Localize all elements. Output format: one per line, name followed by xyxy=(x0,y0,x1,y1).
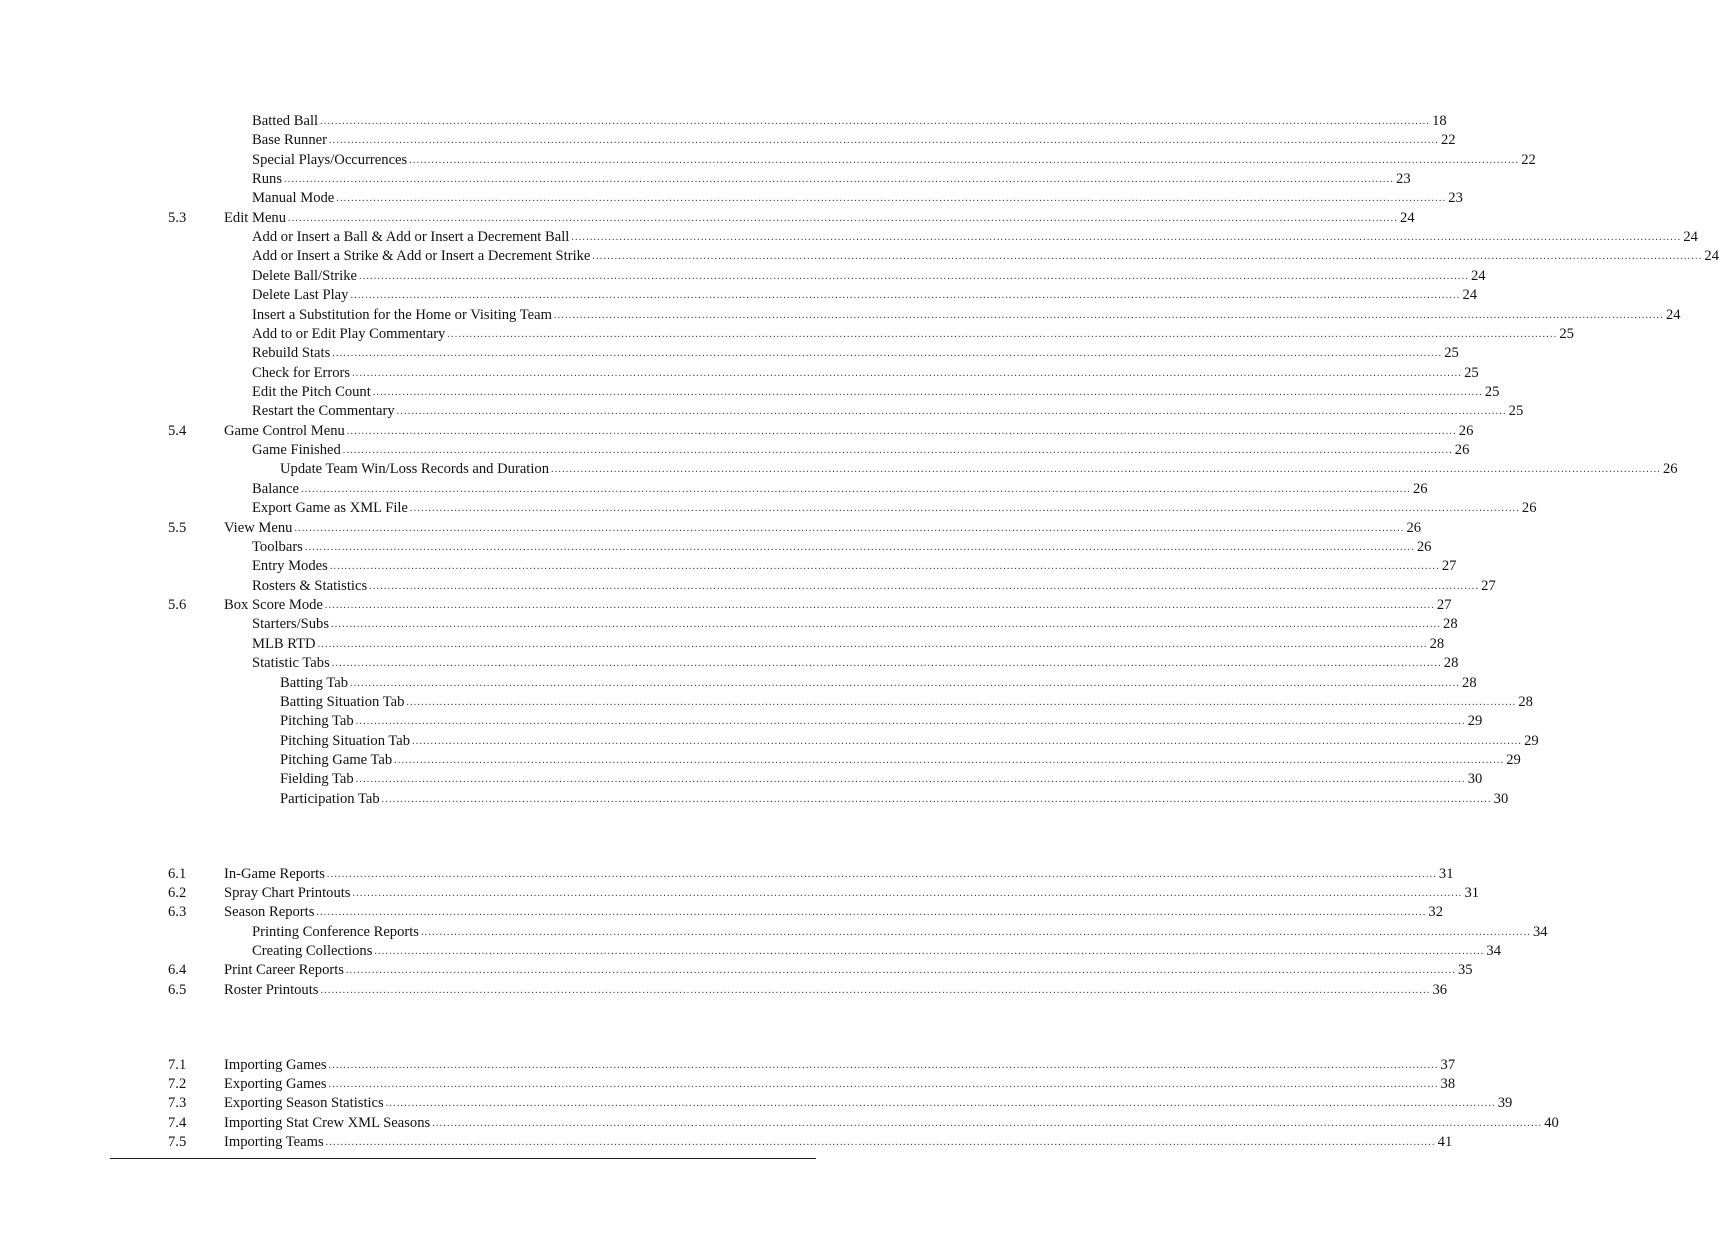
toc-entry[interactable] xyxy=(280,674,1477,693)
dot-leader: ............................................................................................................................................................................................................................................................................................................ xyxy=(328,1079,1439,1090)
toc-entry[interactable] xyxy=(252,577,1496,596)
dot-leader: ............................................................................................................................................................................................................................................................................................................ xyxy=(394,755,1505,766)
page-number: 23 xyxy=(1448,190,1463,206)
dot-leader: ............................................................................................................................................................................................................................................................................................................ xyxy=(352,888,1463,899)
entry-title: Print Career Reports xyxy=(224,962,344,978)
entry-title: Toolbars xyxy=(252,539,303,555)
toc-entry[interactable] xyxy=(252,306,1681,325)
toc-entry[interactable] xyxy=(224,865,1454,884)
entry-title: Entry Modes xyxy=(252,558,328,574)
dot-leader: ............................................................................................................................................................................................................................................................................................................ xyxy=(350,678,1461,689)
dot-leader: ............................................................................................................................................................................................................................................................................................................ xyxy=(592,251,1703,262)
toc-entry[interactable] xyxy=(280,712,1483,731)
page-number: 27 xyxy=(1436,597,1452,613)
entry-title: Rebuild Stats xyxy=(252,345,331,361)
entry-title: Game Control Menu xyxy=(224,423,345,439)
dot-leader: ............................................................................................................................................................................................................................................................................................................ xyxy=(329,561,1440,572)
page-number: 40 xyxy=(1544,1115,1559,1131)
entry-title: Runs xyxy=(252,171,283,187)
entry-title: Batting Situation Tab xyxy=(280,694,405,710)
toc-entry[interactable] xyxy=(252,170,1411,189)
page-number: 26 xyxy=(1454,442,1470,458)
page-number: 25 xyxy=(1484,384,1500,400)
entry-title: Starters/Subs xyxy=(252,616,330,632)
toc-entry[interactable] xyxy=(252,441,1470,460)
dot-leader: ............................................................................................................................................................................................................................................................................................................ xyxy=(316,907,1427,918)
dot-leader: ............................................................................................................................................................................................................................................................................................................ xyxy=(325,1137,1436,1148)
page-number: 26 xyxy=(1521,500,1537,516)
entry-title: Base Runner xyxy=(252,132,327,148)
toc-entry[interactable] xyxy=(252,538,1432,557)
page-number: 31 xyxy=(1438,866,1454,882)
toc-entry[interactable] xyxy=(280,790,1509,809)
entry-title: Fielding Tab xyxy=(280,771,354,787)
toc-entry[interactable] xyxy=(252,247,1719,266)
section-number: 6.3 xyxy=(168,904,187,920)
page-number: 41 xyxy=(1437,1134,1453,1150)
toc-entry[interactable] xyxy=(252,383,1500,402)
dot-leader: ............................................................................................................................................................................................................................................................................................................ xyxy=(432,1118,1543,1129)
toc-entry[interactable] xyxy=(224,209,1415,228)
entry-title: Creating Collections xyxy=(252,943,373,959)
toc-entry[interactable] xyxy=(280,693,1533,712)
page-number: 26 xyxy=(1406,520,1422,536)
page-number: 38 xyxy=(1440,1076,1456,1092)
entry-title: Add or Insert a Ball & Add or Insert a Decrement Ball xyxy=(252,229,570,245)
entry-title: Insert a Substitution for the Home or Visiting Team xyxy=(252,307,552,323)
entry-title: Export Game as XML File xyxy=(252,500,408,516)
toc-entry[interactable] xyxy=(224,903,1443,922)
page-number: 39 xyxy=(1497,1095,1513,1111)
section-number: 7.5 xyxy=(168,1134,187,1150)
entry-title: Rosters & Statistics xyxy=(252,578,368,594)
entry-title: Manual Mode xyxy=(252,190,335,206)
dot-leader: ............................................................................................................................................................................................................................................................................................................ xyxy=(409,155,1520,166)
dot-leader: ............................................................................................................................................................................................................................................................................................................ xyxy=(328,1060,1439,1071)
entry-title: Restart the Commentary xyxy=(252,403,395,419)
page-number: 23 xyxy=(1396,171,1411,187)
dot-leader: ............................................................................................................................................................................................................................................................................................................ xyxy=(342,445,1453,456)
page-number: 25 xyxy=(1444,345,1459,361)
page-number: 24 xyxy=(1470,268,1486,284)
page-number: 30 xyxy=(1467,771,1483,787)
page-number: 25 xyxy=(1464,365,1479,381)
dot-leader: ............................................................................................................................................................................................................................................................................................................ xyxy=(332,348,1443,359)
page-number: 26 xyxy=(1413,481,1428,497)
toc-entry[interactable] xyxy=(224,422,1474,441)
page-number: 37 xyxy=(1440,1057,1456,1073)
toc-entry[interactable] xyxy=(252,557,1457,576)
page-number: 30 xyxy=(1493,791,1509,807)
entry-title: Roster Printouts xyxy=(224,982,319,998)
dot-leader: ............................................................................................................................................................................................................................................................................................................ xyxy=(369,581,1480,592)
toc-entry[interactable] xyxy=(252,151,1536,170)
dot-leader: ............................................................................................................................................................................................................................................................................................................ xyxy=(294,523,1405,534)
toc-entry[interactable] xyxy=(224,596,1452,615)
section-number: 7.3 xyxy=(168,1095,187,1111)
section-number: 6.2 xyxy=(168,885,187,901)
page-number: 26 xyxy=(1416,539,1432,555)
entry-title: Exporting Games xyxy=(224,1076,327,1092)
dot-leader: ............................................................................................................................................................................................................................................................................................................ xyxy=(331,658,1442,669)
dot-leader: ............................................................................................................................................................................................................................................................................................................ xyxy=(355,716,1466,727)
section-number: 5.3 xyxy=(168,210,187,226)
entry-title: Participation Tab xyxy=(280,791,380,807)
entry-title: Importing Teams xyxy=(224,1134,324,1150)
dot-leader: ............................................................................................................................................................................................................................................................................................................ xyxy=(374,946,1485,957)
dot-leader: ............................................................................................................................................................................................................................................................................................................ xyxy=(301,484,1411,495)
entry-title: Game Finished xyxy=(252,442,341,458)
footer-rule xyxy=(110,1158,816,1159)
dot-leader: ............................................................................................................................................................................................................................................................................................................ xyxy=(288,213,1399,224)
dot-leader: ............................................................................................................................................................................................................................................................................................................ xyxy=(358,271,1469,282)
page-number: 24 xyxy=(1683,229,1698,245)
dot-leader: ............................................................................................................................................................................................................................................................................................................ xyxy=(320,985,1431,996)
entry-title: Balance xyxy=(252,481,299,497)
toc-entry[interactable] xyxy=(252,344,1459,363)
entry-title: Importing Games xyxy=(224,1057,327,1073)
dot-leader: ............................................................................................................................................................................................................................................................................................................ xyxy=(328,135,1439,146)
entry-title: View Menu xyxy=(224,520,293,536)
dot-leader: ............................................................................................................................................................................................................................................................................................................ xyxy=(372,387,1483,398)
entry-title: Pitching Game Tab xyxy=(280,752,393,768)
section-number: 7.2 xyxy=(168,1076,187,1092)
page-number: 31 xyxy=(1464,885,1480,901)
dot-leader: ............................................................................................................................................................................................................................................................................................................ xyxy=(326,869,1437,880)
entry-title: Spray Chart Printouts xyxy=(224,885,351,901)
toc-entry[interactable] xyxy=(252,499,1537,518)
section-number: 5.6 xyxy=(168,597,187,613)
toc-entry[interactable] xyxy=(252,189,1463,208)
page-number: 22 xyxy=(1521,152,1536,168)
toc-entry[interactable] xyxy=(280,460,1678,479)
page-number: 35 xyxy=(1457,962,1473,978)
page-number: 28 xyxy=(1443,616,1458,632)
dot-leader: ............................................................................................................................................................................................................................................................................................................ xyxy=(331,619,1442,630)
page-number: 29 xyxy=(1467,713,1483,729)
toc-entry[interactable] xyxy=(252,325,1574,344)
toc-entry[interactable] xyxy=(280,732,1539,751)
toc-entry[interactable] xyxy=(224,519,1422,538)
dot-leader: ............................................................................................................................................................................................................................................................................................................ xyxy=(406,697,1517,708)
dot-leader: ............................................................................................................................................................................................................................................................................................................ xyxy=(324,600,1435,611)
toc-entry[interactable] xyxy=(252,942,1501,961)
page-number: 27 xyxy=(1441,558,1457,574)
toc-entry[interactable] xyxy=(280,770,1483,789)
dot-leader: ............................................................................................................................................................................................................................................................................................................ xyxy=(284,174,1395,185)
page-number: 36 xyxy=(1432,982,1448,998)
entry-title: Batted Ball xyxy=(252,113,319,129)
entry-title: Edit the Pitch Count xyxy=(252,384,371,400)
toc-entry[interactable] xyxy=(224,1114,1559,1133)
page-number: 28 xyxy=(1443,655,1459,671)
entry-title: Batting Tab xyxy=(280,675,349,691)
toc-entry[interactable] xyxy=(224,1094,1513,1113)
dot-leader: ............................................................................................................................................................................................................................................................................................................ xyxy=(336,193,1447,204)
dot-leader: ............................................................................................................................................................................................................................................................................................................ xyxy=(345,965,1456,976)
entry-title: MLB RTD xyxy=(252,636,316,652)
dot-leader: ............................................................................................................................................................................................................................................................................................................ xyxy=(317,639,1428,650)
dot-leader: ............................................................................................................................................................................................................................................................................................................ xyxy=(346,426,1457,437)
page-number: 24 xyxy=(1704,248,1719,264)
toc-entry[interactable] xyxy=(252,402,1524,421)
page-number: 34 xyxy=(1486,943,1501,959)
dot-leader: ............................................................................................................................................................................................................................................................................................................ xyxy=(350,290,1461,301)
page-number: 28 xyxy=(1429,636,1445,652)
entry-title: Delete Last Play xyxy=(252,287,349,303)
dot-leader: ............................................................................................................................................................................................................................................................................................................ xyxy=(409,503,1520,514)
page-number: 25 xyxy=(1508,403,1524,419)
entry-title: Update Team Win/Loss Records and Duration xyxy=(280,461,549,477)
toc-entry[interactable] xyxy=(252,286,1478,305)
page-number: 18 xyxy=(1432,113,1447,129)
entry-title: Printing Conference Reports xyxy=(252,924,419,940)
entry-title: Exporting Season Statistics xyxy=(224,1095,384,1111)
dot-leader: ............................................................................................................................................................................................................................................................................................................ xyxy=(551,464,1661,475)
section-number: 6.5 xyxy=(168,982,187,998)
page-number: 29 xyxy=(1524,733,1539,749)
entry-title: Pitching Situation Tab xyxy=(280,733,411,749)
page-number: 29 xyxy=(1506,752,1521,768)
entry-title: Add to or Edit Play Commentary xyxy=(252,326,446,342)
toc-entry[interactable] xyxy=(252,228,1698,247)
entry-title: Special Plays/Occurrences xyxy=(252,152,408,168)
entry-title: Pitching Tab xyxy=(280,713,354,729)
dot-leader: ............................................................................................................................................................................................................................................................................................................ xyxy=(355,774,1466,785)
entry-title: Season Reports xyxy=(224,904,315,920)
toc-entry[interactable] xyxy=(252,635,1445,654)
section-number: 7.1 xyxy=(168,1057,187,1073)
dot-leader: ............................................................................................................................................................................................................................................................................................................ xyxy=(396,406,1507,417)
toc-entry[interactable] xyxy=(252,615,1458,634)
dot-leader: ............................................................................................................................................................................................................................................................................................................ xyxy=(320,116,1431,127)
entry-title: Statistic Tabs xyxy=(252,655,330,671)
dot-leader: ............................................................................................................................................................................................................................................................................................................ xyxy=(447,329,1558,340)
entry-title: Add or Insert a Strike & Add or Insert a Decrement Strike xyxy=(252,248,591,264)
dot-leader: ............................................................................................................................................................................................................................................................................................................ xyxy=(381,794,1492,805)
page-number: 22 xyxy=(1440,132,1456,148)
page-number: 26 xyxy=(1663,461,1678,477)
dot-leader: ............................................................................................................................................................................................................................................................................................................ xyxy=(571,232,1682,243)
entry-title: In-Game Reports xyxy=(224,866,325,882)
dot-leader: ............................................................................................................................................................................................................................................................................................................ xyxy=(352,368,1463,379)
toc-entry[interactable] xyxy=(224,884,1480,903)
toc-entry[interactable] xyxy=(224,1133,1453,1152)
dot-leader: ............................................................................................................................................................................................................................................................................................................ xyxy=(420,927,1531,938)
toc-entry[interactable] xyxy=(252,364,1479,383)
page-number: 34 xyxy=(1532,924,1548,940)
toc-entry[interactable] xyxy=(224,1056,1456,1075)
entry-title: Edit Menu xyxy=(224,210,287,226)
toc-entry[interactable] xyxy=(252,267,1486,286)
page-number: 28 xyxy=(1518,694,1533,710)
entry-title: Box Score Mode xyxy=(224,597,323,613)
toc-entry[interactable] xyxy=(224,981,1448,1000)
page-number: 26 xyxy=(1458,423,1474,439)
dot-leader: ............................................................................................................................................................................................................................................................................................................ xyxy=(304,542,1415,553)
toc-entry[interactable] xyxy=(252,654,1459,673)
toc-entry[interactable] xyxy=(224,961,1473,980)
dot-leader: ............................................................................................................................................................................................................................................................................................................ xyxy=(385,1098,1496,1109)
entry-title: Check for Errors xyxy=(252,365,351,381)
section-number: 5.5 xyxy=(168,520,187,536)
toc-entry[interactable] xyxy=(280,751,1521,770)
toc-entry[interactable] xyxy=(252,131,1456,150)
entry-title: Importing Stat Crew XML Seasons xyxy=(224,1115,431,1131)
toc-entry[interactable] xyxy=(252,923,1548,942)
section-number: 6.1 xyxy=(168,866,187,882)
toc-entry[interactable] xyxy=(224,1075,1456,1094)
section-number: 5.4 xyxy=(168,423,187,439)
page-number: 24 xyxy=(1665,307,1681,323)
entry-title: Delete Ball/Strike xyxy=(252,268,357,284)
dot-leader: ............................................................................................................................................................................................................................................................................................................ xyxy=(412,736,1523,747)
page-number: 32 xyxy=(1428,904,1443,920)
section-number: 6.4 xyxy=(168,962,187,978)
page-number: 27 xyxy=(1481,578,1496,594)
page-number: 24 xyxy=(1400,210,1415,226)
page-number: 24 xyxy=(1462,287,1478,303)
toc-entry[interactable] xyxy=(252,480,1428,499)
page-number: 28 xyxy=(1462,675,1477,691)
toc-entry[interactable] xyxy=(252,112,1447,131)
section-number: 7.4 xyxy=(168,1115,187,1131)
dot-leader: ............................................................................................................................................................................................................................................................................................................ xyxy=(553,310,1664,321)
page-number: 25 xyxy=(1559,326,1574,342)
